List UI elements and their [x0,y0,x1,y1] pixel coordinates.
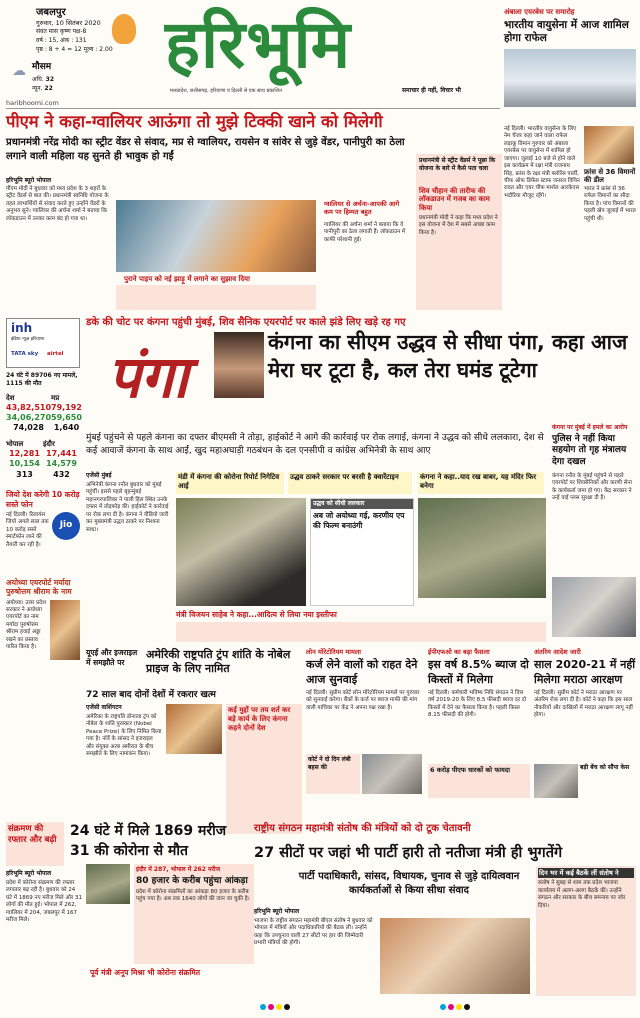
stat-r4-deaths: 432 [53,469,70,479]
jio-block [6,512,80,568]
stat-r3-recovered: 10,154 [9,459,40,469]
weather-box [12,60,112,96]
kangana-byline: एजेंसी मुंबई [86,472,112,479]
stat-r1-total: 43,82,510 [6,402,52,412]
side-kicker: कंगना पर मुंबई में हमले का आरोप [552,424,628,431]
rafale-body: नई दिल्ली। भारतीय वायुसेना के लिए नेम चेंजर कहा जाने वाला राफेल लड़ाकू विमान गुरुवार को अंबाला एयरबेस पर वायुसेना में शामिल हो जाएगा। जुलाई 10 बजे से होने वाले इस कार्यक्रम में रक्षा मंत्री राजनाथ सिंह, फ्रांस के रक्षा मंत्री फ्लोरेंस पार्ली, चीफ ऑफ डिफेंस स्टाफ जनरल विपिन रावत और एयर चीफ मार्शल आरकेएस भदौरिया मौजूद रहेंगे। [504,126,580,199]
bjp-kicker: राष्ट्रीय संगठन महामंत्री संतोष की मंत्रियों को दो टूक चेतावनी [254,823,471,834]
lead-col3-sub: शिव चौहान की तारीफ की लॉकडाउन में गजब का काम किया [419,186,490,213]
jio-headline: जियो देश करेगी 10 करोड़ सस्ते फोन [6,490,80,509]
tatasky-label: TATA sky [11,351,39,357]
trump-sub: 72 साल बाद दोनों देशों में रकरार खत्म [86,690,216,700]
panga-word: पंगा [107,343,189,411]
bulldozer-photo [418,498,546,598]
price-info: पृष्ठ : 8 + 4 = 12 मूल्य : 2.00 [36,46,113,53]
ayodhya-head: अयोध्या एयरपोर्ट मर्यादा पुरुषोत्तम श्रीराम के नाम [6,577,72,597]
bjp-box [536,866,636,996]
covid-sub-head: 80 हजार के करीब पहुंचा आंकड़ा [136,875,248,886]
lead-col3-box [416,154,502,310]
rafale-story [504,8,636,222]
website[interactable]: haribhoomi.com [6,99,59,107]
stats-region-2: मप्र [51,393,60,402]
banner-headline: कंगना का सीएम उद्धव से सीधा पंगा, कहा आज मेरा घर टूटा है, कल तेरा घमंड टूटेगा [268,330,628,382]
rajnath-photo [584,126,634,164]
ram-photo [50,600,80,660]
loan-head: कर्ज लेने वालों को राहत देने आज सुनवाई [306,658,418,686]
lead-small-box [116,285,316,310]
stats-table-1 [6,394,80,434]
maratha-story [534,648,636,838]
kangana-box-1: मंडी में कंगना की कोरोना रिपोर्ट निगेटिव आई [176,472,284,494]
lead-photo [116,200,316,272]
trump-photo [166,704,222,754]
inset-kicker: उद्धव को सीधी ललकार [311,499,413,509]
ayodhya-block [6,600,80,660]
covid-top-line: 24 घंटे में 89706 नए मामले, 1115 की मौत [6,372,78,387]
edition-city: जबलपुर [36,7,66,18]
stats-table-2 [6,440,80,480]
min-temp: 22 [44,85,53,92]
masthead-rule [6,108,500,109]
epfo-box: 6 करोड़ पीएफ धारकों को फायदा [428,764,530,798]
stat-r4-total: 17,441 [46,448,77,458]
covid-mp-story [6,822,254,1012]
lead-byline: हरिभूमि ब्यूरो भोपाल [6,177,52,184]
bjp-box-head: दिन भर में कई बैठकें लीं संतोष ने [538,868,634,878]
covid-sub-box [134,864,254,964]
registration-marks-2 [440,1004,472,1013]
covid-caption: पूर्व मंत्री अनूप मिश्रा भी कोरोना संक्रमित [90,968,201,977]
ganesh-icon [112,14,136,44]
airtel-label: airtel [47,351,64,357]
bjp-photo [380,918,530,994]
covid-photo [86,864,130,904]
lead-col3-body: प्रधानमंत्री मोदी ने कहा कि मध्य प्रदेश ने इस योजना में देश में सबसे अच्छा काम किया है। [419,214,498,236]
ayodhya-body: अयोध्या। उत्तर प्रदेश सरकार ने अयोध्या एयरपोर्ट का नाम मर्यादा पुरुषोत्तम श्रीराम हवाई अड्डा रखने का प्रस्ताव पारित किया है। [6,599,46,651]
lead-subhead: प्रधानमंत्री नरेंद्र मोदी का स्ट्रीट वेंडर से संवाद, मप्र से ग्वालियर, रायसेन व सांवेर से जुड़े वेंडर, पानीपुरी का ठेला लगाने वाली महिला यह सुनते ही भावुक हो गईं [6,137,405,162]
covid-head-2: 31 की कोरोना से मौत [70,843,188,859]
lead-headline: पीएम ने कहा-ग्वालियर आऊंगा तो मुझे टिक्की खाने को मिलेगी [6,112,383,131]
sc-photo [534,764,578,798]
kangana-box-2: उद्धव ठाकरे सरकार पर बरसी है क्वारेंटाइन [288,472,412,494]
kangana-portrait [214,332,264,398]
lead-photo-caption: पुराने पाइप को नई झाड़ू में लगाने का सुझाव दिया [124,275,250,283]
banner-sub: मुंबई पहुंचने से पहले कंगना का दफ्तर बीएमसी ने तोड़ा, हाईकोर्ट ने आगे की कार्रवाई पर रोक लगाई, कंगना ने उद्धव को सीधे ललकारा, देश से कई आवाजें कंगना के साथ आईं, खुद महाअघाड़ी गठबंधन के दल एनसीपी व कांग्रेस अभिनेत्री के साथ आए [86,433,544,456]
side-head: पुलिस ने नहीं किया सहयोग तो गृह मंत्रालय देगा दखल [552,433,627,468]
lead-col2-body: ग्वालियर की अर्चना शर्मा ने बताया कि वे पानीपुरी का ठेला लगाती हैं। लॉकडाउन में काफी परेशानी हुई। [324,222,406,243]
covid-sub-kicker: इंदौर में 287, भोपाल में 262 मरीज [136,866,221,873]
masthead-slogan: समाचार ही नहीं, विचार भी [402,87,461,94]
pages-info: वर्ष : 15, अंक : 131 [36,37,87,44]
loan-box: कोर्ट ने दो दिन लंबी बहस की [306,754,360,794]
hindi-date: संवत मास कृष्ण पक्ष-8 [36,28,87,35]
bjp-headline: 27 सीटों पर जहां भी पार्टी हारी तो नतीजा मंत्री ही भुगतेंगे [254,845,563,861]
jio-logo: Jio [52,512,80,540]
epfo-kicker: ईपीएफओ का बड़ा फैसला [428,648,490,656]
inh-ad[interactable] [6,318,80,368]
max-label: अधि. [32,76,44,83]
covid-byline: हरिभूमि ब्यूरो भोपाल [6,870,52,877]
trump-kicker: यूएई और इजराइल में समझौते पर [86,648,138,667]
lead-body: पीएम मोदी ने बुधवार को मध्य प्रदेश के 3 शहरों के स्ट्रीट वेंडर्स से बात की। प्रधानमंत्री स्वनिधि योजना के तहत लाभार्थियों से संवाद करते हुए उन्होंने वेंडरों के अनुभव सुने। ग्वालियर की अर्चना शर्मा ने बताया कि लॉकडाउन में उनका काम बंद हो गया था। [6,186,109,222]
covid-sub-body: प्रदेश में कोरोना संक्रमितों का आंकड़ा 80 हजार के करीब पहुंच गया है। अब तक 1640 लोगों की जान जा चुकी है। [136,889,250,903]
covid-body: प्रदेश में कोरोना संक्रमण की रफ्तार लगातार बढ़ रही है। बुधवार को 24 घंटे में 1869 नए मरीज मिले और 31 लोगों की मौत हुई। भोपाल में 262, ग्वालियर में 204, जबलपुर में 167 मरीज मिले। [6,880,83,924]
side-body: कंगना रनौत के मुंबई पहुंचने से पहले एयरपोर्ट पर शिवसैनिकों और करणी सेना के कार्यकर्ता जमा हो गए। केंद्र सरकार ने उन्हें वाई प्लस सुरक्षा दी है। [552,472,632,502]
maratha-head: साल 2020-21 में नहीं मिलेगा मराठा आरक्षण [534,658,636,686]
epfo-story [428,648,530,838]
kangana-story [86,472,546,642]
rafale-headline: भारतीय वायुसेना में आज शामिल होगा राफेल [504,19,629,45]
maratha-kicker: अंतरिम आदेश जारी [534,648,581,656]
rafale-side-heading: फ्रांस से 36 विमानों की डील [584,168,636,185]
kangana-photo-1 [176,498,306,606]
trump-head: अमेरिकी राष्ट्रपति ट्रंप शांति के नोबेल प्राइज के लिए नामित [146,648,291,676]
lead-col3-head: प्रधानमंत्री से स्ट्रीट वेंडर्स ने पूछा कि योजना के बारे में कैसे पता चला [419,157,496,172]
red-headline: मंत्री विजयन साहेब ने कहा...आदित्य से लिया नया इस्तीफा [176,610,337,619]
inset-head: अब जो अयोध्या गई, करणीय एप की फिल्म बनाउंगी [313,510,405,530]
weather-icon: ☁ [12,63,26,79]
masthead-logo: हरिभूमि [165,5,352,83]
trump-byline: एजेंसी वाशिंगटन [86,704,122,711]
rafale-kicker: अंबाला एयरबेस पर समारोह [504,8,575,16]
lead-col2-head: ग्वालियर से अर्चना-आपकी आगे कम पर हिम्मत बहुत [324,200,400,217]
stat-r1-deaths: 74,028 [13,423,44,433]
covid-head-1: 24 घंटे में मिले 1869 मरीज [70,823,227,839]
court-photo [362,754,422,794]
side-photo [552,577,636,637]
trump-box-head: कई मुद्दों पर तय शर्त कर बड़े कार्य के लिए कंगना कहने दोनों देश [228,706,291,733]
kangana-inset [310,498,414,606]
stat-r4-recovered: 14,579 [46,459,77,469]
maratha-body: नई दिल्ली। सुप्रीम कोर्ट ने मराठा आरक्षण पर अंतरिम रोक लगा दी है। कोर्ट ने कहा कि इस साल नौकरियों और दाखिलों में मराठा आरक्षण लागू नहीं होगा। [534,690,633,719]
weather-label: मौसम [32,62,52,72]
bjp-story [254,822,636,1012]
bjp-sub: पार्टी पदाधिकारी, सांसद, विधायक, चुनाव से जुड़े दायित्ववान कार्यकर्ताओं से किया सीधा संवाद [298,871,520,896]
edition-date: गुरुवार, 10 सितंबर 2020 [36,19,101,27]
stats-region-1: देश [6,393,15,402]
trump-box [226,704,302,834]
trump-story [86,648,302,838]
epfo-head: इस वर्ष 8.5% ब्याज दो किस्तों में मिलेगा [428,658,529,686]
kangana-box-3: कंगना ने कहा..याद रख बाबर, यह मंदिर फिर बनेगा [418,472,544,494]
stat-r2-deaths: 1,640 [53,423,80,433]
registration-marks [260,1004,292,1013]
maratha-box: बड़ी बेंच को सौंपा केस [580,764,630,772]
min-label: न्यून. [32,85,43,92]
stat-r3-deaths: 313 [16,469,33,479]
kangana-side [552,424,636,664]
loan-story [306,648,422,838]
jio-body: नई दिल्ली। रिलायंस जियो अगले साल तक 10 करोड़ सस्ते स्मार्टफोन लाने की तैयारी कर रही है। [6,511,49,548]
loan-body: नई दिल्ली। सुप्रीम कोर्ट लोन मोरेटोरियम मामले पर गुरुवार को सुनवाई करेगा। बैंकों के कर्ज पर ब्याज माफी की मांग वाली याचिका पर केंद्र ने अपना पक्ष रखा है। [306,690,420,711]
covid-caption-body [90,980,254,1008]
kangana-body: अभिनेत्री कंगना रनौत बुधवार को मुंबई पहुंचीं। इससे पहले बृहन्मुंबई महानगरपालिका ने पाली हिल स्थित उनके दफ्तर में तोड़फोड़ की। हाईकोर्ट ने कार्रवाई पर रोक लगा दी है। कंगना ने वीडियो जारी कर मुख्यमंत्री उद्धव ठाकरे पर निशाना साधा। [86,482,169,533]
inh-logo: inh [11,321,33,335]
bjp-body: भाजपा के राष्ट्रीय संगठन महामंत्री बीएल संतोष ने बुधवार को भोपाल में मंत्रियों और पदाधिकारियों की बैठक ली। उन्होंने कहा कि उपचुनाव वाली 27 सीटों पर हार की जिम्मेदारी प्रभारी मंत्रियों की होगी। [254,918,373,947]
stat-r3-total: 12,281 [9,448,40,458]
stats-region-3: भोपाल [6,439,24,448]
loan-kicker: लोन मोरेटोरियम मामला [306,648,361,656]
stat-r2-recovered: 59,650 [51,413,82,423]
epfo-body: नई दिल्ली। कर्मचारी भविष्य निधि संगठन ने वित्त वर्ष 2019-20 के लिए 8.5 फीसदी ब्याज दर दो किस्तों में देने का फैसला किया है। पहली किस्त 8.15 फीसदी की होगी। [428,690,527,719]
stat-r1-recovered: 34,06,270 [6,413,52,423]
rafale-photo [504,49,636,107]
trump-body: अमेरिका के राष्ट्रपति डोनाल्ड ट्रंप को नोबेल के शांति पुरस्कार (Nobel Peace Prize) के लिए निमित किया गया है। नॉर्वे के सांसद ने इजराइल और संयुक्त अरब अमीरात के बीच समझौते के लिए नामांकन किया। [86,714,162,758]
red-story-box [176,622,546,642]
stat-r2-total: 79,192 [51,402,82,412]
bjp-byline: हरिभूमि ब्यूरो भोपाल [254,908,300,915]
masthead-tagline: मध्यप्रदेश, छत्तीसगढ़, हरियाणा व दिल्ली से एक साथ प्रकाशित [170,88,282,94]
rafale-side-body: भारत ने फ्रांस से 36 राफेल विमानों का सौदा किया है। पांच विमानों की पहली खेप जुलाई में भारत पहुंची थी। [584,186,636,222]
banner-kicker: डके की चोट पर कंगना पहुंची मुंबई, शिव सैनिक एयरपोर्ट पर काले झंडे लिए खड़े रह गए [86,317,406,328]
covid-side-head: संक्रमण की रफ्तार और बढ़ी [6,822,64,866]
bjp-box-body: संतोष ने सुबह से शाम तक प्रदेश भाजपा कार्यालय में अलग-अलग बैठकें कीं। उन्होंने संगठन और सरकार के बीच समन्वय पर जोर दिया। [538,880,626,909]
lead-story [6,110,500,310]
inh-sub: इंडिया न्यूज़ हरियाणा [11,337,45,342]
max-temp: 32 [45,76,55,83]
stats-region-4: इंदौर [43,439,55,448]
